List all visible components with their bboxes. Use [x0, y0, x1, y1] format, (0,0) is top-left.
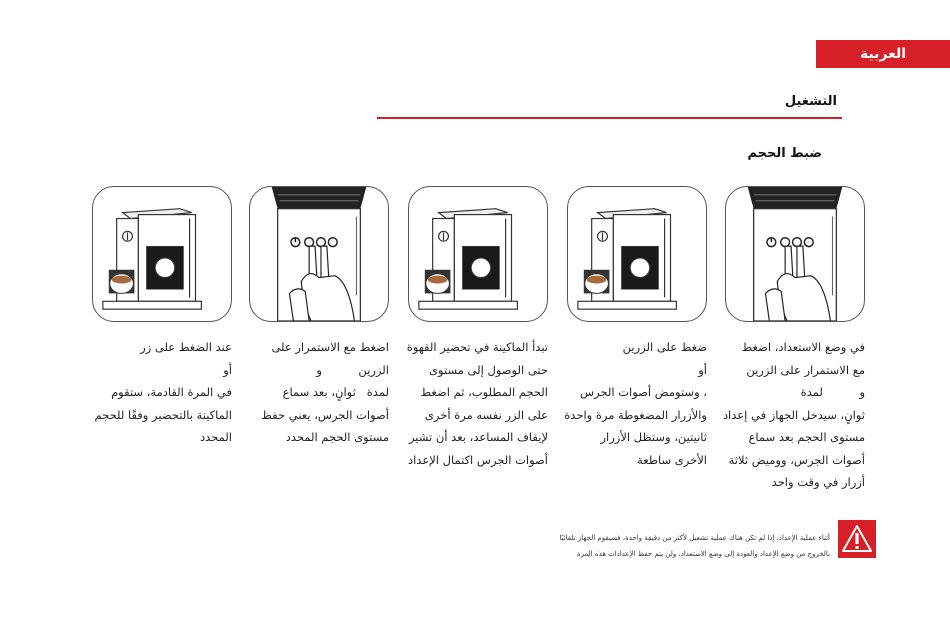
section-title: التشغيل — [784, 94, 837, 109]
step-text-line: ، وستومض أصوات الجرس — [580, 385, 707, 399]
step-text-line: أصوات الجرس، ووميض ثلاثة — [728, 452, 865, 467]
step-4-illustration — [249, 186, 389, 322]
step-text-line: في المرة القادمة، ستقوم — [111, 385, 232, 399]
coffee-machine-icon — [578, 209, 677, 309]
hand-icon — [765, 246, 830, 321]
step-text-line: لإيقاف المساعد، بعد أن تشير — [408, 430, 548, 444]
step-text-line: عند الضغط على زر — [140, 340, 232, 354]
step-2-description — [557, 336, 707, 471]
step-5-description — [82, 336, 232, 449]
step-text-line: أو — [698, 362, 707, 377]
step-4-description — [239, 336, 389, 449]
control-buttons-icon — [291, 238, 337, 247]
step-text-line: على الزر نفسه مرة أخرى — [424, 407, 548, 422]
step-text-line: حتى الوصول إلى مستوى — [429, 362, 548, 377]
step-text-line: والأزرار المضغوطة مرة واحدة — [564, 407, 707, 422]
step-text-line: اضغط مع الاستمرار على — [271, 340, 389, 354]
step-5-illustration — [92, 186, 232, 322]
step-text-line: لمدة ثوانٍ، بعد سماع — [282, 385, 389, 399]
step-text-line: في وضع الاستعداد، اضغط — [741, 340, 865, 354]
coffee-machine-icon — [103, 209, 202, 309]
step-text-line: الماكينة بالتحضير وفقًا للحجم — [94, 407, 232, 422]
warning-icon — [838, 520, 876, 558]
step-text-line: أزرار في وقت واحد — [771, 475, 865, 489]
step-text-line: الحجم المطلوب، ثم اضغط — [420, 385, 548, 399]
language-tab[interactable]: العربية — [816, 40, 950, 68]
warning-line-2: بالخروج من وضع الإعداد والعودة إلى وضع الاستعداد، ولن يتم حفظ الإعدادات هذه المرة — [576, 550, 830, 558]
coffee-machine-icon — [419, 209, 518, 309]
step-1-illustration — [725, 186, 865, 322]
coffee-cup-icon — [109, 270, 135, 294]
step-text-line: أو — [223, 362, 232, 377]
step-text-line: أصوات الجرس، يعني حفظ — [261, 407, 389, 422]
subsection-title: ضبط الحجم — [747, 146, 822, 161]
step-text-line: أصوات الجرس اكتمال الإعداد — [407, 452, 548, 467]
step-2-illustration — [567, 186, 707, 322]
step-3-illustration — [408, 186, 548, 322]
step-3-description — [398, 336, 548, 471]
step-text-line: ثانيتين، وستظل الأزرار — [600, 430, 707, 444]
hand-icon — [289, 246, 354, 321]
control-buttons-icon — [767, 238, 813, 247]
step-text-line: ثوانٍ، سيدخل الجهاز في إعداد — [722, 407, 865, 422]
step-text-line: المحدد — [200, 430, 232, 444]
step-text-line: ضغط على الزرين — [622, 340, 707, 354]
step-text-line: مستوى الحجم بعد سماع — [748, 430, 865, 444]
coffee-cup-icon — [425, 270, 451, 294]
step-text-line: و لمدة — [800, 385, 865, 399]
step-text-line: مستوى الحجم المحدد — [285, 430, 389, 444]
step-1-description — [715, 336, 865, 494]
warning-line-1: أثناء عملية الإعداد، إذا لم تكن هناك عملية تشغيل لأكثر من دقيقة واحدة، فسيقوم الجهاز تلقائيًا — [559, 534, 830, 542]
step-text-line: مع الاستمرار على الزرين — [746, 362, 865, 377]
step-text-line: الزرين و — [316, 362, 389, 377]
step-text-line: الأخرى ساطعة — [637, 452, 707, 467]
warning-note — [410, 530, 830, 562]
coffee-cup-icon — [584, 270, 610, 294]
step-text-line: تبدأ الماكينة في تحضير القهوة — [406, 340, 548, 354]
